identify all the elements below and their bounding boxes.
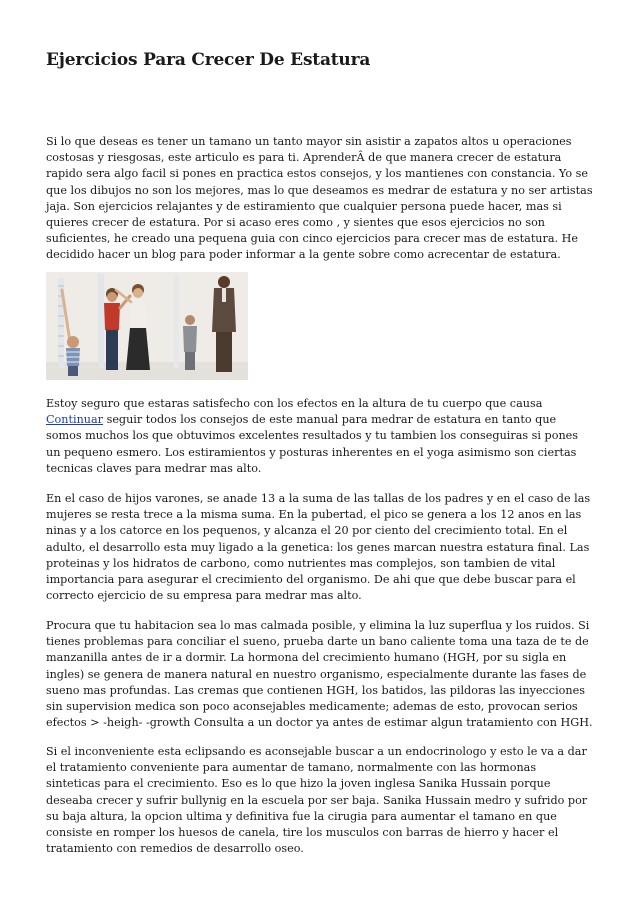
continuar-link[interactable]: Continuar [46, 413, 104, 427]
people-measuring-height-image [46, 272, 248, 380]
paragraph-sleep-hgh: Procura que tu habitacion sea lo mas calmada posible, y elimina la luz superflua y los ruidos. Si tienes problemas para conciliar el sueno, prueba darte un bano caliente toma una taza de te de manzanilla antes de ir a dormir. La hormona del crecimiento humano (HGH, por su sigla en ingles) se genera de manera natural en nuestro organismo, especialmente durante las fases de sueno mas profundas. Las cremas que contienen HGH, los batidos, las pildoras las inyecciones sin supervision medica son poco aconsejables medicamente; ademas de esto, provocan serios efectos > -heigh- -growth Consulta a un doctor ya antes de estimar algun tratamiento con HGH. [46, 619, 593, 730]
paragraph-results [46, 396, 594, 477]
paragraph-results-text-1: Estoy seguro que estaras satisfecho con los efectos en la altura de tu cuerpo que causa [46, 397, 543, 410]
paragraph-genetics: En el caso de hijos varones, se anade 13 a la suma de las tallas de los padres y en el caso de las mujeres se resta trece a la misma suma. En la pubertad, el pico se genera a los 12 anos en las ninas y a los catorce en los pequenos, y alcanza el 20 por ciento del crecimiento total. En el adulto, el desarrollo esta muy ligado a la genetica: los genes marcan nuestra estatura final. Las proteinas y los hidratos de carbono, como nutrientes mas complejos, son tambien de vital importancia para asegurar el crecimiento del organismo. De ahi que que debe buscar para el correcto ejercicio de su empresa para medrar mas alto. [46, 492, 591, 603]
document-title: Ejercicios Para Crecer De Estatura [46, 50, 371, 70]
paragraph-results-text-2: seguir todos los consejos de este manual para medrar de estatura en tanto que somos muchos los que obtuvimos excelentes resultados y tu tambien los conseguiras si pones un pequeno esmero. Los estiramientos y posturas inherentes en el yoga asimismo son ciertas tecnicas claves para medrar mas alto. [46, 413, 579, 475]
paragraph-intro: Si lo que deseas es tener un tamano un tanto mayor sin asistir a zapatos altos u operaciones costosas y riesgosas, este articulo es para ti. AprenderÂ de que manera crecer de estatura rapido sera algo facil si pones en practica estos consejos, y los mantienes con constancia. Yo se que los dibujos no son los mejores, mas lo que deseamos es medrar de estatura y no ser artistas jaja. Son ejercicios relajantes y de estiramiento que cualquier persona puede hacer, mas si quieres crecer de estatura. Por si acaso eres como , y sientes que esos ejercicios no son suficientes, he creado una pequena guia con cinco ejercicios para crecer mas de estatura. He decidido hacer un blog para poder informar a la gente sobre como acrecentar de estatura. [46, 135, 593, 262]
paragraph-endocrinologist: Si el inconveniente esta eclipsando es aconsejable buscar a un endocrinologo y esto le va a dar el tratamiento conveniente para aumentar de tamano, normalmente con las hormonas sinteticas para el crecimiento. Eso es lo que hizo la joven inglesa Sanika Hussain porque deseaba crecer y sufrir bullynig en la escuela por ser baja. Sanika Hussain medro y sufrido por su baja altura, la opcion ultima y definitiva fue la cirugia para aumentar el tamano en que consiste en romper los huesos de canela, tire los musculos con barras de hierro y hacer el tratamiento con remedios de desarrollo oseo. [46, 745, 588, 856]
height-measuring-photo [46, 272, 248, 380]
